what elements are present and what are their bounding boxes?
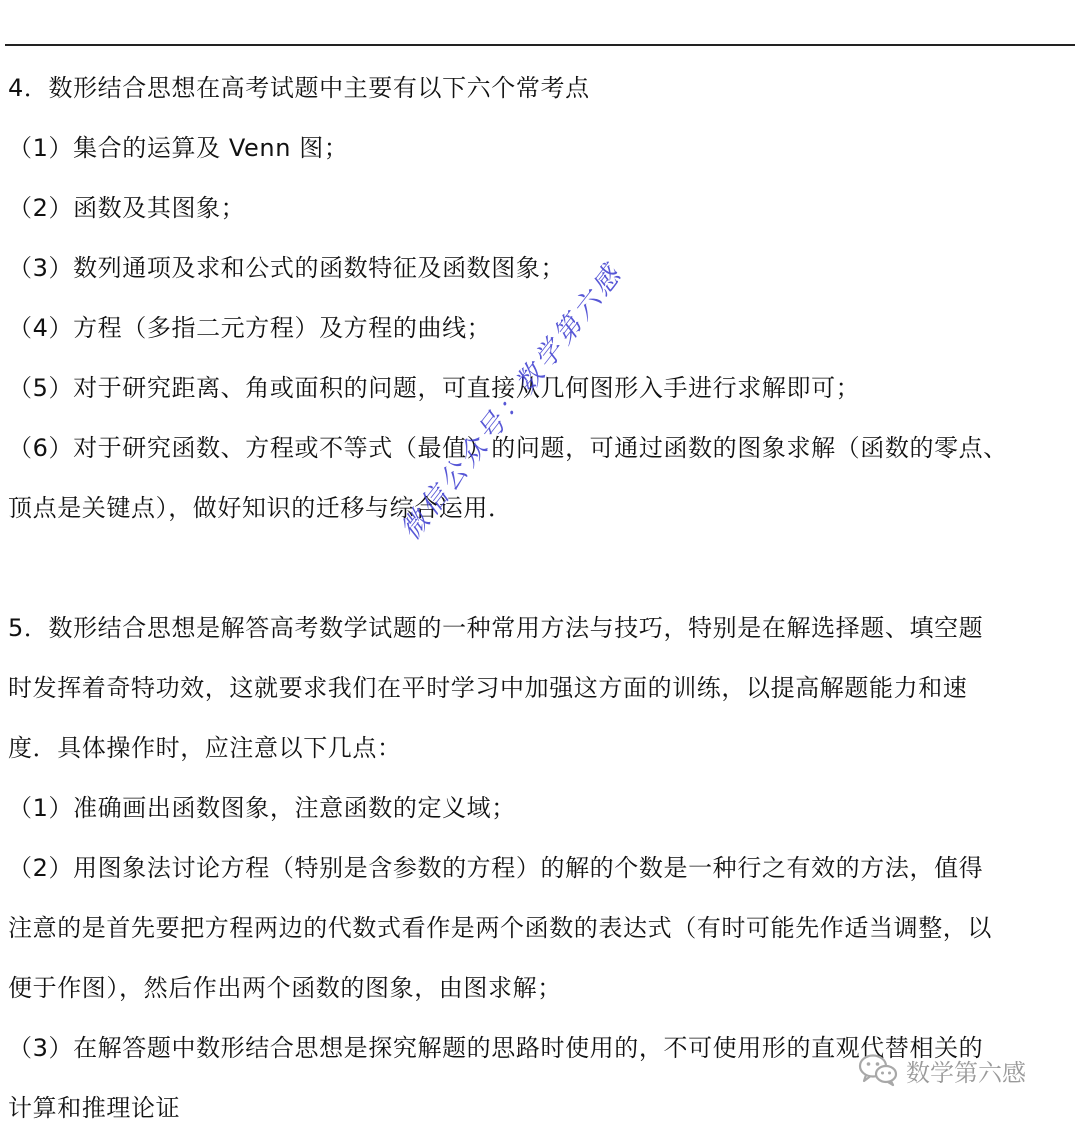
section-5-point-2: （2）用图象法讨论方程（特别是含参数的方程）的解的个数是一种行之有效的方法，值得 xyxy=(8,854,984,882)
section-4-item-5: （5）对于研究距离、角或面积的问题，可直接从几何图形入手进行求解即可； xyxy=(8,374,861,402)
section-gap xyxy=(8,538,1074,598)
section-5-point-2-continued: 注意的是首先要把方程两边的代数式看作是两个函数的表达式（有时可能先作适当调整，以 xyxy=(8,914,992,942)
section-4-item-2: （2）函数及其图象； xyxy=(8,194,246,222)
document-body xyxy=(8,58,1074,1138)
section-5-point-1: （1）准确画出函数图象，注意函数的定义域； xyxy=(8,794,516,822)
watermark: 微信公众号：数学第六感 xyxy=(395,258,630,546)
section-4-item-6-continued: 顶点是关键点），做好知识的迁移与综合运用． xyxy=(8,494,513,522)
brand-label: 数学第六感 xyxy=(906,1058,1026,1087)
section-5-point-3-continued: 计算和推理论证 xyxy=(8,1094,181,1122)
section-5-intro-line-2: 时发挥着奇特功效，这就要求我们在平时学习中加强这方面的训练，以提高解题能力和速 xyxy=(8,674,968,702)
wechat-icon xyxy=(858,1052,898,1088)
section-4-item-3: （3）数列通项及求和公式的函数特征及函数图象； xyxy=(8,254,566,282)
section-5-intro-line-1: 5．数形结合思想是解答高考数学试题的一种常用方法与技巧，特别是在解选择题、填空题 xyxy=(8,614,984,642)
section-4-item-6: （6）对于研究函数、方程或不等式（最值）的问题，可通过函数的图象求解（函数的零点、 xyxy=(8,434,1008,462)
section-4-title: 4．数形结合思想在高考试题中主要有以下六个常考点 xyxy=(8,74,590,102)
section-4-item-1: （1）集合的运算及 Venn 图； xyxy=(8,134,349,162)
section-4-item-4: （4）方程（多指二元方程）及方程的曲线； xyxy=(8,314,492,342)
section-5-intro-line-3: 度．具体操作时，应注意以下几点： xyxy=(8,734,402,762)
section-5-point-3: （3）在解答题中数形结合思想是探究解题的思路时使用的，不可使用形的直观代替相关的 xyxy=(8,1034,984,1062)
top-rule xyxy=(5,44,1075,46)
section-5-point-2-end: 便于作图），然后作出两个函数的图象，由图求解； xyxy=(8,974,562,1002)
brand-badge xyxy=(858,1052,1026,1088)
